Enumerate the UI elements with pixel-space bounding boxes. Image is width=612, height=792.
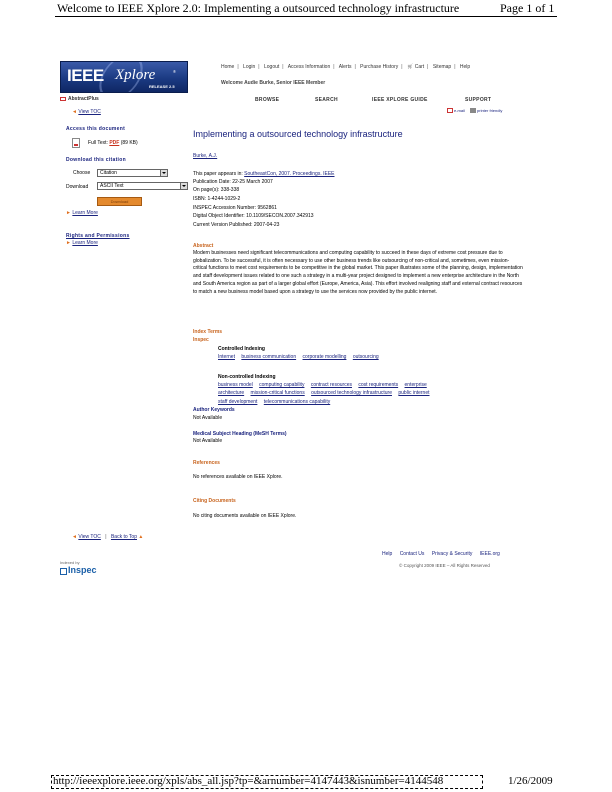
controlled-terms-list	[218, 354, 384, 360]
logo-xplore-text: Xplore	[115, 67, 156, 83]
email-icon	[447, 108, 453, 113]
appears-in-label: This paper appears in:	[193, 171, 243, 177]
inspec-mark-icon	[60, 568, 67, 575]
top-link-help[interactable]: Help	[459, 64, 471, 70]
pdf-file-icon	[72, 138, 80, 148]
ieee-xplore-logo[interactable]	[60, 61, 188, 93]
arrow-right-icon: ►	[66, 210, 71, 216]
full-text-row	[88, 140, 138, 146]
term-link[interactable]: outsourced technology infrastructure	[311, 390, 392, 396]
noncontrolled-terms-row-2	[218, 390, 435, 396]
isbn: ISBN: 1-4244-1029-2	[193, 196, 241, 202]
top-link-logout[interactable]: Logout	[263, 64, 280, 70]
noncontrolled-indexing-heading: Non-controlled Indexing	[218, 374, 276, 380]
inspec-heading: Inspec	[193, 337, 209, 343]
term-link[interactable]: cost requirements	[358, 382, 399, 388]
full-text-label: Full Text:	[88, 140, 108, 146]
top-link-alerts[interactable]: Alerts	[338, 64, 352, 70]
indexed-by-label: Indexed by	[60, 560, 80, 565]
mesh-value: Not Available	[193, 438, 223, 444]
term-link[interactable]: staff development	[218, 399, 258, 405]
rights-permissions-link[interactable]: Rights and Permissions	[66, 233, 130, 239]
term-link[interactable]: mission-critical functions	[250, 390, 305, 396]
term-link[interactable]: contract resources	[310, 382, 352, 388]
cart-icon: 🛒︎	[406, 64, 414, 70]
nav-support[interactable]: SUPPORT	[465, 97, 492, 103]
term-link[interactable]: Internet	[218, 354, 235, 360]
top-link-cart[interactable]: Cart	[414, 64, 425, 70]
arrow-left-icon: ◄	[72, 109, 77, 115]
term-link[interactable]: enterprise	[404, 382, 427, 388]
abstract-plus-text: AbstractPlus	[68, 96, 99, 102]
article-title: Implementing a outsourced technology infrastructure	[193, 129, 403, 139]
top-link-access-information[interactable]: Access Information	[287, 64, 331, 70]
logo-registered-mark: ®	[173, 69, 176, 74]
logo-ieee-text: IEEE	[67, 66, 104, 85]
pdf-size: (89 KB)	[120, 140, 138, 146]
learn-more-text-2[interactable]: Learn More	[72, 240, 98, 246]
view-toc-link-top[interactable]	[72, 109, 101, 115]
tools-bar	[447, 108, 502, 113]
welcome-message: Welcome Audie Burke, Senior IEEE Member	[221, 80, 326, 86]
conference-link[interactable]: SoutheastCon, 2007. Proceedings. IEEE	[244, 171, 335, 177]
author-keywords-value: Not Available	[193, 415, 223, 421]
footer-link-contact-us[interactable]: Contact Us	[399, 551, 425, 557]
nav-search[interactable]: SEARCH	[315, 97, 338, 103]
view-toc-link-bottom[interactable]: View TOC	[78, 534, 101, 540]
choose-select-value: Citation	[100, 170, 117, 176]
download-format-value: ASCII Text	[100, 183, 124, 189]
learn-more-text-1[interactable]: Learn More	[72, 210, 98, 216]
learn-more-link-1[interactable]	[66, 210, 98, 216]
term-link[interactable]: outsourcing	[352, 354, 379, 360]
printer-icon	[470, 108, 476, 113]
top-links-bar: Home | Login | Logout | Access Information | Alerts | Purchase History | 🛒︎ Cart | Sitemap | Help	[221, 64, 471, 70]
controlled-indexing-heading: Controlled Indexing	[218, 346, 265, 352]
bottom-nav: ◄ View TOC | Back to Top ▲	[72, 534, 144, 540]
term-link[interactable]: architecture	[218, 390, 245, 396]
term-link[interactable]: business communication	[241, 354, 297, 360]
access-document-heading: Access this document	[66, 126, 126, 132]
arrow-up-icon: ▲	[138, 534, 144, 540]
arrow-right-icon: ►	[66, 240, 71, 246]
print-page-number: Page 1 of 1	[500, 1, 555, 15]
publication-date: Publication Date: 22-25 March 2007	[193, 179, 273, 185]
index-terms-heading: Index Terms	[193, 329, 223, 335]
footer-link-ieee-org[interactable]: IEEE.org	[479, 551, 500, 557]
noncontrolled-terms-row-3	[218, 399, 335, 405]
printer-friendly-link[interactable]: printer friendly	[477, 108, 503, 113]
doi: Digital Object Identifier: 10.1109/SECON.2007.342913	[193, 213, 314, 219]
learn-more-link-2[interactable]	[66, 240, 98, 246]
current-version: Current Version Published: 2007-04-23	[193, 222, 280, 228]
download-label: Download	[66, 184, 89, 190]
top-link-home[interactable]: Home	[221, 64, 235, 70]
choose-label: Choose	[73, 170, 91, 176]
references-text: No references available on IEEE Xplore.	[193, 474, 283, 480]
abstract-text: Modern businesses need significant telecommunications and computing capability to succeed in these days of extreme cost pressure due to globalization. To be successful, it is often necessary to use other business trends like outsourcing of non-critical and, sometimes, even mission-critical functions to meet cost requirements to be competitive in the global market. This paper illustrates some of the planning, design, implementation and staff development issues related to one such a strategy in a multi-year project designed to implement a new enterprise architecture in the North and South America region as part of a larger global effort (Europe, America, Asia). This effort involved realigning staff and external contract resources to match a new business model based upon a strategy to use the services now provided by the public internet.	[193, 250, 523, 295]
inspec-accession: INSPEC Accession Number: 9562861	[193, 205, 277, 211]
nav-browse[interactable]: BROWSE	[255, 97, 280, 103]
print-date: 1/26/2009	[508, 775, 553, 787]
noncontrolled-terms-row-1	[218, 382, 432, 388]
nav-ieee-xplore-guide[interactable]: IEEE XPLORE GUIDE	[372, 97, 428, 103]
footer-link-help[interactable]: Help	[382, 551, 393, 557]
term-link[interactable]: business model	[218, 382, 253, 388]
footer-link-privacy-security[interactable]: Privacy & Security	[431, 551, 473, 557]
arrow-left-icon: ◄	[72, 534, 77, 540]
appears-in-row	[193, 171, 335, 177]
inspec-logo-text: Inspec	[68, 565, 97, 575]
citing-documents-text: No citing documents available on IEEE Xplore.	[193, 513, 297, 519]
term-link[interactable]: public internet	[398, 390, 430, 396]
choose-select[interactable]	[97, 169, 168, 177]
print-page-title: Welcome to IEEE Xplore 2.0: Implementing a outsourced technology infrastructure	[57, 1, 460, 15]
footer-links	[382, 551, 506, 557]
download-button[interactable]: Download	[97, 197, 142, 206]
back-to-top-link[interactable]: Back to Top	[110, 534, 137, 540]
view-toc-text[interactable]: View TOC	[78, 109, 101, 115]
print-url: http://ieeexplore.ieee.org/xpls/abs_all.jsp?tp=&arnumber=4147443&isnumber=4144548	[53, 775, 444, 787]
citing-documents-heading: Citing Documents	[193, 498, 236, 504]
abstract-heading: Abstract	[193, 243, 214, 249]
chevron-down-icon	[160, 170, 167, 176]
mesh-heading: Medical Subject Heading (MeSH Terms)	[193, 431, 287, 437]
copyright-text: © Copyright 2009 IEEE – All Rights Reserved	[399, 563, 490, 568]
abstract-plus-label	[60, 96, 99, 102]
term-link[interactable]: computing capability	[259, 382, 305, 388]
author-keywords-heading: Author Keywords	[193, 407, 235, 413]
term-link[interactable]: corporate modelling	[302, 354, 347, 360]
download-citation-heading: Download this citation	[66, 157, 126, 163]
term-link[interactable]: telecommunications capability	[263, 399, 331, 405]
inspec-logo[interactable]	[60, 560, 97, 575]
email-link[interactable]: e-mail	[454, 108, 465, 113]
download-format-select[interactable]	[97, 182, 188, 190]
page-range: On page(s): 338-338	[193, 187, 240, 193]
print-header-rule	[55, 16, 557, 17]
author-link[interactable]: Burke, A.J.	[193, 153, 218, 159]
chevron-down-icon	[180, 183, 187, 189]
top-link-purchase-history[interactable]: Purchase History	[360, 64, 399, 70]
top-link-sitemap[interactable]: Sitemap	[432, 64, 452, 70]
top-link-login[interactable]: Login	[243, 64, 256, 70]
abstract-plus-icon	[60, 97, 66, 101]
references-heading: References	[193, 460, 220, 466]
pdf-link[interactable]: PDF	[109, 140, 120, 146]
logo-release-text: RELEASE 2.5	[149, 84, 175, 89]
